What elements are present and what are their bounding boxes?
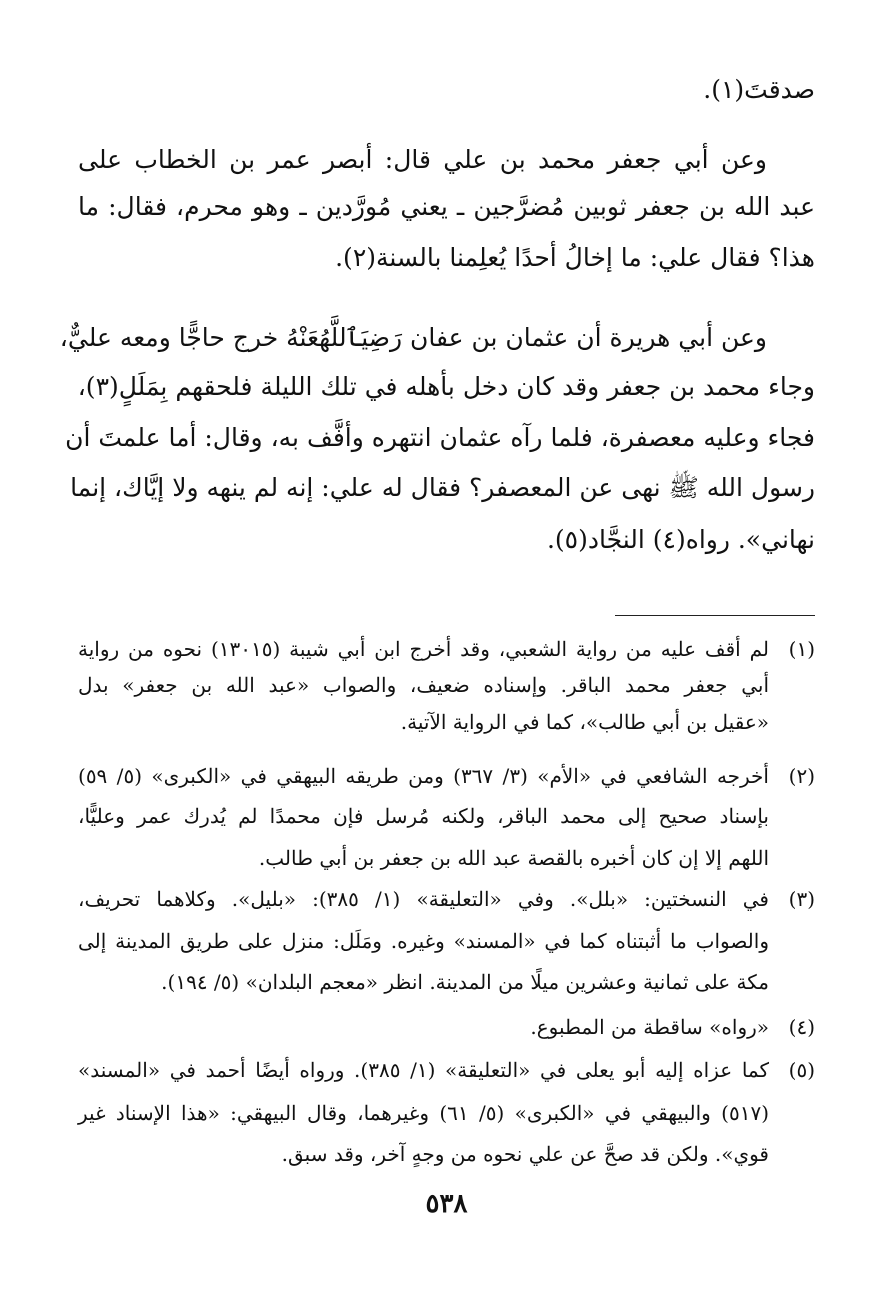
footnote-number: (١)	[788, 637, 815, 661]
main-text-line: هذا؟ فقال علي: ما إخالُ أحدًا يُعلِمنا بالسنة(٢).	[335, 243, 815, 272]
footnote-separator	[615, 615, 815, 616]
footnote-line: والصواب ما أثبتناه كما في «المسند» وغيره. ومَلَل: منزل على طريق المدينة إلى	[78, 929, 769, 953]
footnote-line: قوي». ولكن قد صحَّ عن علي نحوه من وجهٍ آخر، وقد سبق.	[281, 1142, 769, 1166]
main-text-line: رسول الله ﷺ نهى عن المعصفر؟ فقال له علي: إنه لم ينهه ولا إيَّاك، إنما	[70, 473, 815, 502]
footnote-line: (٥١٧) والبيهقي في «الكبرى» (٥/ ٦١) وغيرهما، وقال البيهقي: «هذا الإسناد غير	[78, 1101, 769, 1125]
footnote-number: (٢)	[788, 764, 815, 788]
main-text-line: صدقتَ(١).	[703, 75, 815, 104]
footnote-line: في النسختين: «بلل». وفي «التعليقة» (١/ ٣٨٥): «بليل». وكلاهما تحريف،	[78, 887, 769, 911]
footnote-line: بإسناد صحيح إلى محمد الباقر، ولكنه مُرسل فإن محمدًا لم يُدرك عمر وعليًّا،	[78, 804, 769, 828]
footnote-line: لم أقف عليه من رواية الشعبي، وقد أخرج ابن أبي شيبة (١٣٠١٥) نحوه من رواية	[78, 637, 769, 661]
main-text-line: وجاء محمد بن جعفر وقد كان دخل بأهله في تلك الليلة فلحقهم بِمَلَلٍ(٣)،	[77, 372, 815, 401]
main-text-line: عبد الله بن جعفر ثوبين مُضرَّجين ـ يعني مُورَّدين ـ وهو محرم، فقال: ما	[78, 192, 815, 221]
main-text-line: وعن أبي هريرة أن عثمان بن عفان رَضِيَٱللَّهُعَنْهُ خرج حاجًّا ومعه عليٌّ،	[59, 323, 767, 352]
footnote-line: مكة على ثمانية وعشرين ميلًا من المدينة. انظر «معجم البلدان» (٥/ ١٩٤).	[161, 970, 769, 994]
main-text-line: وعن أبي جعفر محمد بن علي قال: أبصر عمر بن الخطاب على	[78, 145, 767, 174]
footnote-line: اللهم إلا إن كان أخبره بالقصة عبد الله بن جعفر بن أبي طالب.	[258, 846, 769, 870]
main-text-line: نهاني». رواه(٤) النجَّاد(٥).	[546, 525, 815, 554]
page-number: ٥٣٨	[425, 1189, 468, 1219]
footnote-line: «رواه» ساقطة من المطبوع.	[530, 1015, 769, 1039]
book-page	[59, 0, 815, 1290]
footnote-number: (٥)	[788, 1058, 815, 1082]
footnote-line: أخرجه الشافعي في «الأم» (٣/ ٣٦٧) ومن طريقه البيهقي في «الكبرى» (٥/ ٥٩)	[78, 764, 769, 788]
main-text-line: فجاء وعليه معصفرة، فلما رآه عثمان انتهره وأفَّف به، وقال: أما علمتَ أن	[65, 423, 815, 452]
footnote-number: (٤)	[788, 1015, 815, 1039]
footnote-number: (٣)	[788, 887, 815, 911]
footnote-line: «عقيل بن أبي طالب»، كما في الرواية الآتية.	[400, 710, 769, 734]
footnote-line: كما عزاه إليه أبو يعلى في «التعليقة» (١/ ٣٨٥). ورواه أيضًا أحمد في «المسند»	[78, 1058, 770, 1082]
footnote-line: أبي جعفر محمد الباقر. وإسناده ضعيف، والصواب «عبد الله بن جعفر» بدل	[78, 673, 770, 697]
